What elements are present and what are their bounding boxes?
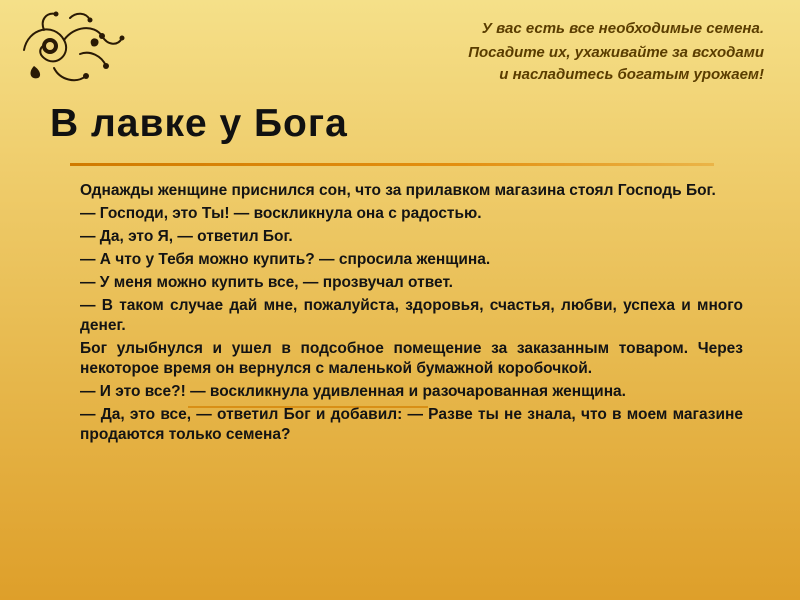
story-text — [80, 181, 743, 448]
slide-title: В лавке у Бога — [50, 102, 348, 145]
epigraph-line-1: У вас есть все необходимые семена. — [481, 20, 764, 37]
epigraph-line-2: Посадите их, ухаживайте за всходами — [468, 44, 764, 61]
story-paragraph: Однажды женщине приснился сон, что за прилавком магазина стоял Господь Бог. — [80, 182, 716, 199]
story-paragraph: — И это все?! — воскликнула удивленная и разочарованная женщина. — [80, 383, 626, 400]
story-paragraph: — А что у Тебя можно купить? — спросила женщина. — [80, 251, 491, 268]
story-paragraph: — В таком случае дай мне, пожалуйста, здоровья, счастья, любви, успеха и много денег. — [80, 297, 743, 334]
title-underline — [70, 163, 714, 166]
story-paragraph: — Господи, это Ты! — воскликнула она с радостью. — [80, 205, 482, 222]
story-paragraph: — Да, это Я, — ответил Бог. — [80, 228, 293, 245]
story-paragraph: — У меня можно купить все, — прозвучал ответ. — [80, 274, 453, 291]
story-paragraph: — Да, это все, — ответил Бог и добавил: — Разве ты не знала, что в моем магазине продаются только семена? — [80, 406, 743, 443]
floral-swirl-icon — [10, 6, 130, 92]
epigraph-line-3: и насладитесь богатым урожаем! — [499, 66, 764, 83]
story-paragraph: Бог улыбнулся и ушел в подсобное помещение за заказанным товаром. Через некоторое время он вернулся с маленькой бумажной коробочкой. — [80, 340, 743, 377]
epigraph — [344, 18, 764, 86]
